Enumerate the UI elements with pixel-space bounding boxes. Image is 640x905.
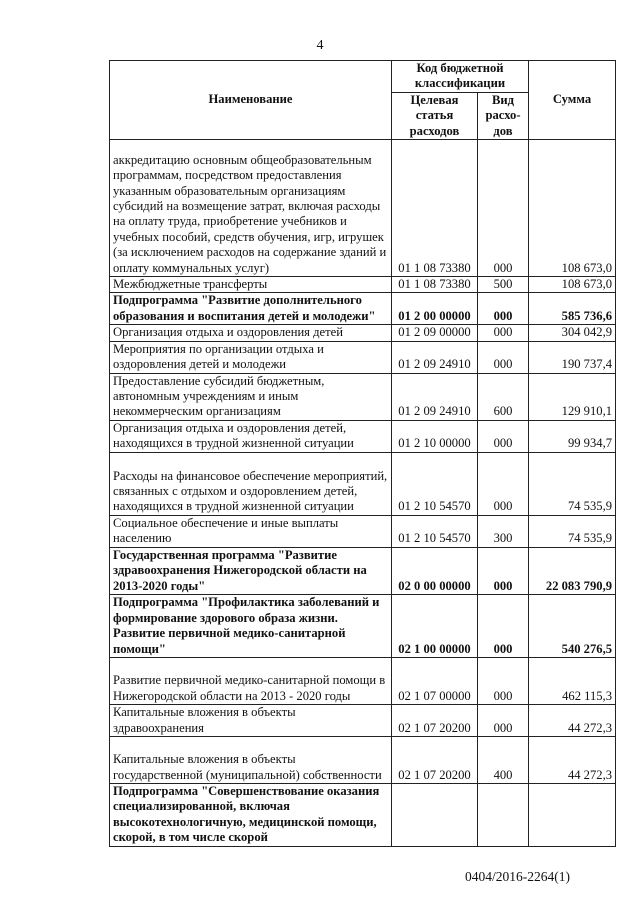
header-sum: Сумма — [529, 61, 616, 140]
table-row — [110, 420, 616, 452]
header-type: Вид расхо-дов — [478, 92, 529, 139]
table-row — [110, 547, 616, 594]
header-name: Наименование — [110, 61, 392, 140]
row-name: Предоставление субсидий бюджетным, автономным учреждениям и иным некоммерческим организациям — [110, 373, 392, 420]
row-code: 01 2 10 00000 — [392, 420, 478, 452]
row-code: 02 1 00 00000 — [392, 595, 478, 658]
row-amount: 304 042,9 — [529, 325, 616, 341]
row-name: Капитальные вложения в объекты государственной (муниципальной) собственности — [110, 736, 392, 783]
row-name: Подпрограмма "Развитие дополнительного образования и воспитания детей и молодежи" — [110, 293, 392, 325]
row-name: Государственная программа "Развитие здравоохранения Нижегородской области на 2013-2020 годы" — [110, 547, 392, 594]
document-code: 0404/2016-2264(1) — [465, 869, 570, 884]
table-row — [110, 341, 616, 373]
header-code-group: Код бюджетной классификации — [392, 61, 529, 93]
header-target: Целевая статья расходов — [392, 92, 478, 139]
budget-table — [109, 60, 616, 847]
row-name: Организация отдыха и оздоровления детей — [110, 325, 392, 341]
row-code: 01 1 08 73380 — [392, 140, 478, 277]
row-amount: 44 272,3 — [529, 736, 616, 783]
table-row — [110, 452, 616, 515]
row-amount: 74 535,9 — [529, 452, 616, 515]
row-type: 000 — [478, 325, 529, 341]
row-type: 500 — [478, 277, 529, 293]
row-code: 01 1 08 73380 — [392, 277, 478, 293]
row-code: 01 2 09 24910 — [392, 341, 478, 373]
table-row — [110, 325, 616, 341]
row-code: 01 2 09 00000 — [392, 325, 478, 341]
row-code: 02 1 07 00000 — [392, 658, 478, 705]
row-name: Расходы на финансовое обеспечение мероприятий, связанных с отдыхом и оздоровлением детей, находящихся в трудной жизненной ситуации — [110, 452, 392, 515]
row-type: 000 — [478, 420, 529, 452]
table-row — [110, 140, 616, 277]
row-name: Капитальные вложения в объекты здравоохранения — [110, 705, 392, 737]
row-code: 02 1 07 20200 — [392, 736, 478, 783]
row-type: 400 — [478, 736, 529, 783]
table-row — [110, 595, 616, 658]
row-code: 01 2 10 54570 — [392, 515, 478, 547]
table-row — [110, 373, 616, 420]
row-name: аккредитацию основным общеобразовательным программам, посредством предоставления указанным образовательным организациям субсидий на возмещение затрат, включая расходы на оплату труда, приобретение учебников и учебных пособий, средств обучения, игр, игрушек (за исключением расходов на содержание зданий и оплату коммунальных услуг) — [110, 140, 392, 277]
row-amount: 22 083 790,9 — [529, 547, 616, 594]
row-amount: 540 276,5 — [529, 595, 616, 658]
table-row — [110, 736, 616, 783]
table-row — [110, 783, 616, 846]
row-type: 000 — [478, 452, 529, 515]
row-type: 000 — [478, 705, 529, 737]
row-type: 300 — [478, 515, 529, 547]
row-name: Подпрограмма "Профилактика заболеваний и формирование здорового образа жизни. Развитие первичной медико-санитарной помощи" — [110, 595, 392, 658]
row-code: 01 2 10 54570 — [392, 452, 478, 515]
table-row — [110, 705, 616, 737]
row-code — [392, 783, 478, 846]
row-amount: 462 115,3 — [529, 658, 616, 705]
table-row — [110, 277, 616, 293]
row-type: 000 — [478, 293, 529, 325]
row-type: 000 — [478, 658, 529, 705]
row-type: 600 — [478, 373, 529, 420]
row-amount — [529, 783, 616, 846]
row-name: Организация отдыха и оздоровления детей, находящихся в трудной жизненной ситуации — [110, 420, 392, 452]
row-amount: 190 737,4 — [529, 341, 616, 373]
table-row — [110, 658, 616, 705]
row-type: 000 — [478, 595, 529, 658]
row-code: 01 2 00 00000 — [392, 293, 478, 325]
table-row — [110, 293, 616, 325]
row-amount: 585 736,6 — [529, 293, 616, 325]
row-amount: 44 272,3 — [529, 705, 616, 737]
row-code: 02 1 07 20200 — [392, 705, 478, 737]
row-amount: 129 910,1 — [529, 373, 616, 420]
page-number: 4 — [316, 38, 324, 53]
row-name: Мероприятия по организации отдыха и оздоровления детей и молодежи — [110, 341, 392, 373]
row-code: 01 2 09 24910 — [392, 373, 478, 420]
row-amount: 108 673,0 — [529, 277, 616, 293]
table-row — [110, 515, 616, 547]
row-name: Социальное обеспечение и иные выплаты населению — [110, 515, 392, 547]
row-type: 000 — [478, 341, 529, 373]
row-name: Подпрограмма "Совершенствование оказания специализированной, включая высокотехнологичную, медицинской помощи, скорой, в том числе скорой — [110, 783, 392, 846]
row-name: Развитие первичной медико-санитарной помощи в Нижегородской области на 2013 - 2020 годы — [110, 658, 392, 705]
row-type: 000 — [478, 140, 529, 277]
row-type: 000 — [478, 547, 529, 594]
row-code: 02 0 00 00000 — [392, 547, 478, 594]
row-name: Межбюджетные трансферты — [110, 277, 392, 293]
row-amount: 108 673,0 — [529, 140, 616, 277]
row-type — [478, 783, 529, 846]
row-amount: 74 535,9 — [529, 515, 616, 547]
row-amount: 99 934,7 — [529, 420, 616, 452]
